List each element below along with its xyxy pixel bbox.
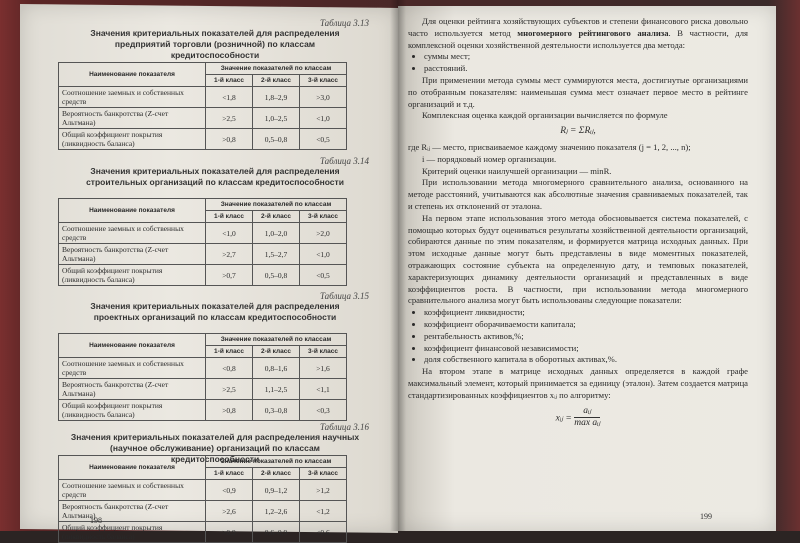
table-row: [59, 358, 347, 379]
table-row: [59, 480, 347, 501]
indicator-value: <0,8: [206, 358, 253, 379]
paragraph: На первом этапе использования этого метода обосновывается система показателей, с помощью которых будут оцениваться результаты хозяйственной деятельности организаций, собираются данные по этим показателям, и формируется матрица исходных данных. При этом исходные данные могут быть представлены в виде моментных показателей, отражающих состояние субъекта на определенную дату, и темповых показателей, характеризующих динамику деятельности организаций и представленных в виде коэффициентов роста. В частности, при использовании метода многомерного сравнительного анализа могут быть использованы следующие показатели:: [408, 212, 748, 306]
table-number: Таблица 3.16: [320, 422, 370, 432]
indicator-value: >2,0: [300, 223, 347, 244]
indicator-value: >0,8: [206, 400, 253, 421]
indicator-value: >0,8: [206, 129, 253, 150]
table-row: [59, 379, 347, 400]
indicator-value: >0,9: [206, 522, 253, 543]
indicator-value: <0,9: [206, 480, 253, 501]
indicator-value: <1,0: [300, 244, 347, 265]
indicator-value: 0,9–1,2: [253, 480, 300, 501]
header-class: 3-й класс: [300, 75, 347, 87]
indicator-value: <0,5: [300, 129, 347, 150]
formula-standardized: xᵢⱼ = aᵢⱼ max aᵢⱼ: [555, 405, 601, 429]
header-class: 2-й класс: [253, 346, 300, 358]
methods-list: [408, 51, 748, 75]
header-indicator-name: Наименование показателя: [59, 334, 206, 358]
indicator-value: >2,6: [206, 501, 253, 522]
table-number: Таблица 3.15: [320, 291, 370, 301]
table-title: Значения критериальных показателей для распределения предприятий торговли (розничной) по классам кредитоспособности: [90, 28, 340, 60]
header-class-values: Значение показателей по классам: [206, 199, 347, 211]
criteria-table: [58, 62, 347, 150]
indicator-value: >3,0: [300, 87, 347, 108]
book-spine: [390, 0, 406, 531]
indicator-name: Соотношение заемных и собственных средств: [59, 87, 206, 108]
criteria-table: [58, 455, 347, 543]
header-class: 2-й класс: [253, 211, 300, 223]
header-class: 3-й класс: [300, 346, 347, 358]
indicator-value: <1,8: [206, 87, 253, 108]
indicator-value: >1,2: [300, 480, 347, 501]
table-title: Значения критериальных показателей для распределения научных (научное обслуживание) организаций по классам кредитоспособности: [70, 432, 360, 464]
header-class: 1-й класс: [206, 211, 253, 223]
criteria-table: [58, 198, 347, 286]
right-page-text: [408, 16, 748, 434]
table-row: [59, 244, 347, 265]
table-row: [59, 223, 347, 244]
formula-sum: Rⱼ = ΣRᵢⱼ,: [560, 126, 596, 137]
indicator-value: <0,3: [300, 400, 347, 421]
header-class: 1-й класс: [206, 75, 253, 87]
indicator-value: <0,5: [300, 265, 347, 286]
header-class-values: Значение показателей по классам: [206, 456, 347, 468]
header-class-values: Значение показателей по классам: [206, 63, 347, 75]
header-indicator-name: Наименование показателя: [59, 199, 206, 223]
paragraph-intro: Для оценки рейтинга хозяйствующих субъектов и степени финансового риска довольно часто используется метод многомерного рейтингового анализа. В частности, для комплексной оценки хозяйственной деятельности используется два метода:: [408, 16, 748, 50]
indicator-name: Общий коэффициент покрытия (ликвидность баланса): [59, 522, 206, 543]
indicator-value: <1,1: [300, 379, 347, 400]
header-indicator-name: Наименование показателя: [59, 456, 206, 480]
right-page-number: 199: [700, 512, 712, 521]
list-item: • коэффициент финансовой независимости;: [424, 343, 748, 355]
table-title: Значения критериальных показателей для распределения проектных организаций по классам кредитоспособности: [90, 301, 340, 322]
paragraph: где Rᵢⱼ — место, присваиваемое каждому значению показателя (j = 1, 2, ..., n);: [408, 141, 691, 152]
list-item: • суммы мест;: [424, 51, 748, 63]
table-row: [59, 87, 347, 108]
indicators-list: [408, 307, 748, 366]
indicator-value: >2,5: [206, 379, 253, 400]
indicator-name: Соотношение заемных и собственных средств: [59, 223, 206, 244]
criteria-table: [58, 333, 347, 421]
indicator-value: <1,0: [206, 223, 253, 244]
indicator-value: 0,3–0,8: [253, 400, 300, 421]
paragraph: При применении метода суммы мест суммируются места, достигнутые организациями по отобранным показателям: наименьшая сумма мест означает первое место в рейтинге организаций и т.д.: [408, 74, 748, 109]
indicator-value: 1,0–2,0: [253, 223, 300, 244]
indicator-value: <0,6: [300, 522, 347, 543]
indicator-value: 1,0–2,5: [253, 108, 300, 129]
indicator-value: <1,0: [300, 108, 347, 129]
list-item: • расстояний.: [424, 63, 748, 75]
indicator-name: Вероятность банкротства (Z-счет Альтмана): [59, 244, 206, 265]
list-item: • доля собственного капитала в оборотных активах,%.: [424, 354, 748, 366]
indicator-value: >2,7: [206, 244, 253, 265]
indicator-value: 0,6–0,9: [253, 522, 300, 543]
indicator-name: Соотношение заемных и собственных средств: [59, 480, 206, 501]
indicator-value: 0,5–0,8: [253, 129, 300, 150]
indicator-name: Соотношение заемных и собственных средств: [59, 358, 206, 379]
table-row: [59, 400, 347, 421]
indicator-name: Общий коэффициент покрытия (ликвидность баланса): [59, 129, 206, 150]
indicator-value: 1,8–2,9: [253, 87, 300, 108]
table-number: Таблица 3.14: [320, 156, 370, 166]
left-page-number: 198: [90, 516, 102, 525]
header-class: 2-й класс: [253, 468, 300, 480]
header-class: 1-й класс: [206, 468, 253, 480]
indicator-name: Вероятность банкротства (Z-счет Альтмана): [59, 379, 206, 400]
paragraph: На втором этапе в матрице исходных данных определяется в каждой графе максимальный элемент, который принимается за единицу (эталон). Затем создается матрица стандартизированных коэффициентов xᵢⱼ по алгоритму:: [408, 366, 748, 400]
indicator-value: >2,5: [206, 108, 253, 129]
table-row: [59, 129, 347, 150]
table-row: [59, 108, 347, 129]
table-title: Значения критериальных показателей для распределения строительных организаций по классам кредитоспособности: [86, 166, 344, 187]
indicator-name: Вероятность банкротства (Z-счет Альтмана): [59, 108, 206, 129]
paragraph: Комплексная оценка каждой организации вычисляется по формуле: [422, 110, 668, 121]
indicator-value: <1,2: [300, 501, 347, 522]
indicator-name: Вероятность банкротства (Z-счет Альтмана): [59, 501, 206, 522]
list-item: • коэффициент ликвидности;: [424, 307, 748, 319]
indicator-value: 0,5–0,8: [253, 265, 300, 286]
header-class-values: Значение показателей по классам: [206, 334, 347, 346]
header-class: 3-й класс: [300, 211, 347, 223]
indicator-value: 1,2–2,6: [253, 501, 300, 522]
paragraph: i — порядковый номер организации.: [422, 153, 557, 164]
header-indicator-name: Наименование показателя: [59, 63, 206, 87]
indicator-name: Общий коэффициент покрытия (ликвидность баланса): [59, 400, 206, 421]
header-class: 2-й класс: [253, 75, 300, 87]
indicator-name: Общий коэффициент покрытия (ликвидность баланса): [59, 265, 206, 286]
header-class: 3-й класс: [300, 468, 347, 480]
table-number: Таблица 3.13: [320, 18, 370, 28]
paragraph: При использовании метода многомерного сравнительного анализа, основанного на методе расстояний, учитываются как абсолютные значения сравниваемых показателей, так и степень их отклонений от эталона.: [408, 177, 748, 211]
indicator-value: 0,8–1,6: [253, 358, 300, 379]
list-item: • рентабельность активов,%;: [424, 331, 748, 343]
indicator-value: >1,6: [300, 358, 347, 379]
indicator-value: >0,7: [206, 265, 253, 286]
list-item: • коэффициент оборачиваемости капитала;: [424, 319, 748, 331]
table-row: [59, 265, 347, 286]
paragraph: Критерий оценки наилучшей организации — minR.: [422, 165, 612, 176]
indicator-value: 1,1–2,5: [253, 379, 300, 400]
indicator-value: 1,5–2,7: [253, 244, 300, 265]
header-class: 1-й класс: [206, 346, 253, 358]
